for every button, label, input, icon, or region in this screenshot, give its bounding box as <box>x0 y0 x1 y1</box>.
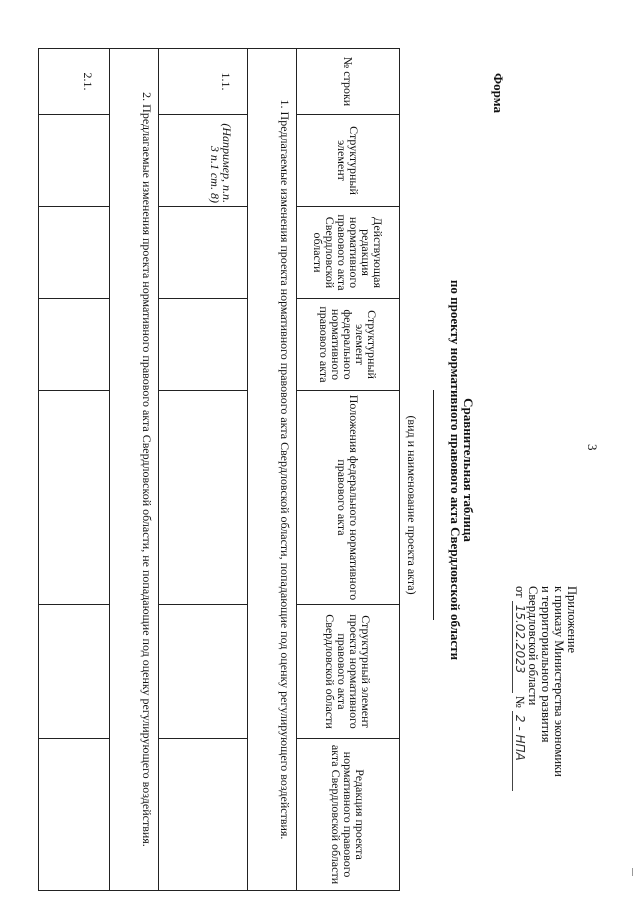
empty-cell <box>159 739 248 891</box>
header-draft-edition: Редакция проекта нормативного правового акта Свердловской области <box>297 739 400 891</box>
act-kind-caption: (вид и наименование проекта акта) <box>405 415 419 595</box>
number-prefix: № <box>513 695 527 708</box>
empty-cell <box>159 605 248 739</box>
empty-cell <box>159 207 248 299</box>
comparison-table <box>38 48 400 891</box>
appendix-line: Приложение <box>565 586 579 654</box>
section-row-2 <box>110 49 159 891</box>
empty-cell <box>39 299 110 391</box>
appendix-line: Свердловской области <box>526 586 540 706</box>
header-row-number: № строки <box>297 49 400 115</box>
page-number: 3 <box>585 444 600 451</box>
row-number-cell: 2.1. <box>39 49 110 115</box>
empty-cell <box>39 207 110 299</box>
empty-cell <box>39 115 110 207</box>
date-prefix: от <box>513 586 527 598</box>
table-row-2-1 <box>39 49 110 891</box>
scan-mark <box>632 868 633 876</box>
title-line-1: Сравнительная таблица <box>461 398 476 542</box>
empty-cell <box>159 299 248 391</box>
title-line-2: по проекту нормативного правового акта Свердловской области <box>448 279 463 661</box>
table-row-1-1 <box>159 49 248 891</box>
handwritten-number: 2 - НПА <box>512 711 526 791</box>
table-header-row <box>297 49 400 891</box>
header-federal-element: Структурный элемент федерального нормативного правового акта <box>297 299 400 391</box>
section-1-text: 1. Предлагаемые изменения проекта нормативного правового акта Свердловской области, попадающие под оценку регулирующего воздействия. <box>248 49 297 891</box>
appendix-date-line <box>512 586 526 886</box>
header-draft-element: Структурный элемент проекта нормативного правового акта Свердловской области <box>297 605 400 739</box>
section-row-1 <box>248 49 297 891</box>
header-current-edition: Действующая редакция нормативного правового акта Свердловской области <box>297 207 400 299</box>
document-title <box>449 230 475 710</box>
structural-element-example: (Например, п.п. 3 п.1 ст. 8) <box>159 115 248 207</box>
appendix-line: и территориального развития <box>539 586 553 743</box>
appendix-block <box>512 586 578 886</box>
header-federal-provisions: Положения федерального нормативного правового акта <box>297 391 400 605</box>
empty-cell <box>159 391 248 605</box>
appendix-line: к приказу Министерства экономики <box>552 586 566 777</box>
empty-cell <box>39 391 110 605</box>
act-kind-underline <box>433 390 434 620</box>
empty-cell <box>39 605 110 739</box>
form-label: Форма <box>491 73 506 113</box>
header-structural-element: Структурный элемент <box>297 115 400 207</box>
row-number-cell: 1.1. <box>159 49 248 115</box>
handwritten-date: 15.02.2023 <box>512 601 526 693</box>
section-2-text: 2. Предлагаемые изменения проекта нормативного правового акта Свердловской области, не попадающие под оценку регулирующего воздействия. <box>110 49 159 891</box>
empty-cell <box>39 739 110 891</box>
